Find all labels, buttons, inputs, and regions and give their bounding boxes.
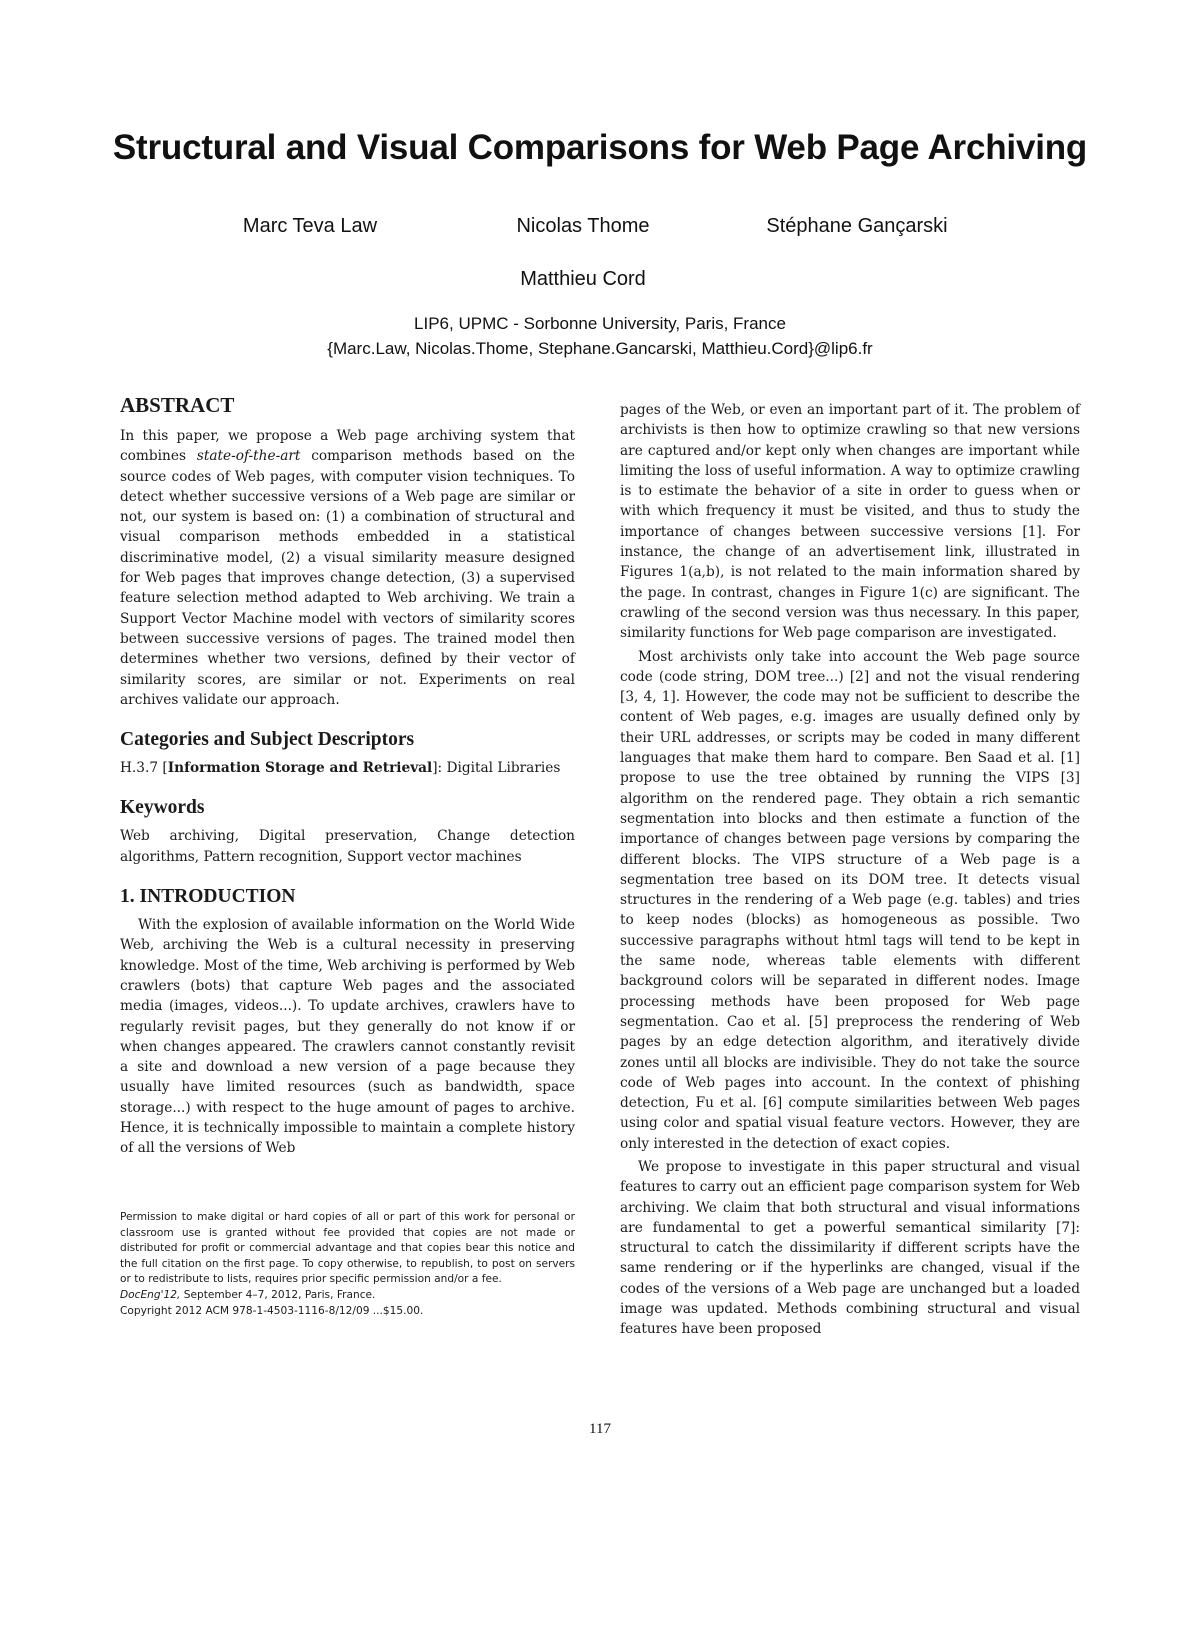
- left-column: [120, 392, 575, 1159]
- paper-title: Structural and Visual Comparisons for Web Page Archiving: [112, 128, 1088, 167]
- affiliation: LIP6, UPMC - Sorbonne University, Paris, France: [414, 314, 786, 333]
- abstract-emphasis: state-of-the-art: [196, 448, 301, 465]
- author-1: Marc Teva Law: [242, 215, 378, 237]
- keywords-heading: Keywords: [120, 797, 205, 819]
- right-column: [620, 400, 1080, 1340]
- author-emails: {Marc.Law, Nicolas.Thome, Stephane.Gancarski, Matthieu.Cord}@lip6.fr: [327, 339, 873, 358]
- intro-paragraph-3: We propose to investigate in this paper structural and visual features to carry out an efficient page comparison system for Web archiving. We claim that both structural and visual informations are fundamental to get a powerful semantical similarity [7]: structural to catch the dissimilarity if different scripts have the same rendering or if the hyperlinks are changed, visual if the codes of the versions of a Web page are unchanged but a loaded image was updated. Methods combining structural and visual features have been proposed: [620, 1158, 1081, 1338]
- intro-paragraph-2: Most archivists only take into account the Web page source code (code string, DOM tree...) [2] and not the visual rendering [3, 4, 1]. However, the code may not be sufficient to describe the content of Web pages, e.g. images are usually defined only by their URL addresses, or scripts may be coded in many different languages that make them hard to compare. Ben Saad et al. [1] propose to use the tree obtained by running the VIPS [3] algorithm on the rendered page. They obtain a rich semantic segmentation into blocks and then estimate a function of the importance of changes between page versions by comparing the different blocks. The VIPS structure of a Web page is a segmentation tree based on its DOM tree. It detects visual structures in the rendering of a Web page (e.g. tables) and tries to keep nodes (blocks) as homogeneous as possible. Two successive paragraphs without html tags will tend to be kept in the same node, whereas table elements with different background colors will be separated in different nodes. Image processing methods have been proposed for Web page segmentation. Cao et al. [5] preprocess the rendering of Web pages by an edge detection algorithm, and iteratively divide zones until all blocks are indivisible. They do not take the source code of Web pages into account. In the context of phishing detection, Fu et al. [6] compute similarities between Web pages using color and spatial visual feature vectors. However, they are only interested in the detection of exact copies.: [620, 648, 1080, 1152]
- author-4: Matthieu Cord: [520, 268, 646, 290]
- intro-paragraph-1-continued: pages of the Web, or even an important part of it. The problem of archivists is then how to optimize crawling so that new versions are captured and/or kept only when changes are important while limiting the loss of useful information. A way to optimize crawling is to estimate the behavior of a site in order to guess when or with which frequency it must be visited, and thus to study the importance of changes between successive versions [1]. For instance, the change of an advertisement link, illustrated in Figures 1(a,b), is not related to the main information shared by the page. In contrast, changes in Figure 1(c) are significant. The crawling of the second version was thus necessary. In this paper, similarity functions for Web page comparison are investigated.: [620, 402, 1080, 642]
- permission-text: Permission to make digital or hard copies of all or part of this work for personal or classroom use is granted without fee provided that copies are not made or distributed for profit or commercial advantage and that copies bear this notice and the full citation on the first page. To copy otherwise, to republish, to post on servers or to redistribute to lists, requires prior specific permission and/or a fee.: [120, 1211, 575, 1286]
- keywords-text: Web archiving, Digital preservation, Change detection algorithms, Pattern recognition, Support vector machines: [120, 828, 575, 865]
- permission-notice: [120, 1210, 575, 1319]
- abstract-text: In this paper, we propose a Web page archiving system that combines state-of-the-art comparison methods based on the source codes of Web pages, with computer vision techniques. To detect whether successive versions of a Web page are similar or not, our system is based on: (1) a combination of structural and visual comparison methods embedded in a statistical discriminative model, (2) a visual similarity measure designed for Web pages that improves change detection, (3) a supervised feature selection method adapted to Web archiving. We train a Support Vector Machine model with vectors of similarity scores between successive versions of pages. The trained model then determines whether two versions, defined by their vector of similarity scores, are similar or not. Experiments on real archives validate our approach.: [120, 428, 576, 708]
- categories-text: H.3.7 [Information Storage and Retrieval]: Digital Libraries: [120, 760, 561, 777]
- author-3: Stéphane Gançarski: [766, 215, 948, 237]
- venue-line: DocEng'12, September 4–7, 2012, Paris, France.: [120, 1288, 376, 1301]
- intro-paragraph-1: With the explosion of available information on the World Wide Web, archiving the Web is a cultural necessity in preserving knowledge. Most of the time, Web archiving is performed by Web crawlers (bots) that capture Web pages and the associated media (images, videos...). To update archives, crawlers have to regularly revisit pages, but they generally do not know if or when changes appeared. The crawlers cannot constantly revisit a site and download a new version of a page because they usually have limited resources (such as bandwidth, space storage...) with respect to the huge amount of pages to archive. Hence, it is technically impossible to maintain a complete history of all the versions of Web: [120, 917, 575, 1157]
- author-2: Nicolas Thome: [516, 215, 650, 237]
- introduction-heading: 1. INTRODUCTION: [120, 886, 296, 908]
- categories-heading: Categories and Subject Descriptors: [120, 729, 415, 751]
- abstract-heading: ABSTRACT: [120, 393, 235, 417]
- copyright-line: Copyright 2012 ACM 978-1-4503-1116-8/12/09 ...$15.00.: [120, 1304, 424, 1317]
- page-number: 117: [589, 1421, 611, 1437]
